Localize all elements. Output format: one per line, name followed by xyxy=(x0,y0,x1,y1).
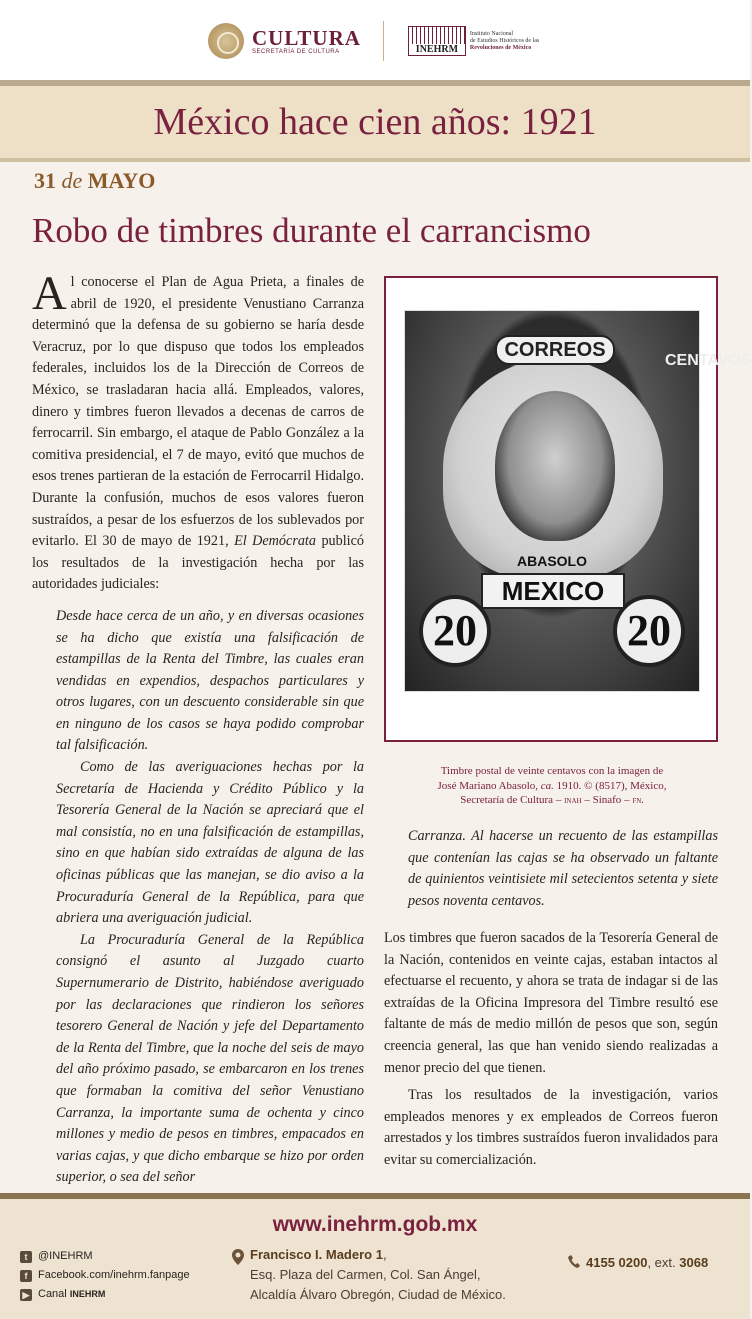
phone-ext: 3068 xyxy=(679,1255,709,1270)
youtube-link[interactable] xyxy=(20,1285,190,1304)
caption-line3a: Secretaría de Cultura – xyxy=(460,794,562,806)
stamp-image xyxy=(404,310,752,692)
youtube-label: Canal xyxy=(38,1288,67,1300)
caption-line2a: José Mariano Abasolo, xyxy=(437,779,539,792)
caption-fn: fn. xyxy=(632,795,644,806)
youtube-channel: INEHRM xyxy=(69,1289,106,1299)
inehrm-fullname xyxy=(470,31,539,52)
caption-line2b: 1910. © (8517), México, xyxy=(556,779,667,792)
dropcap: A xyxy=(32,267,67,320)
phone[interactable] xyxy=(568,1255,708,1270)
inehrm-line3: Revoluciones de México xyxy=(469,44,532,51)
quote-paragraph-3: La Procuraduría General de la República consignó el asunto al Juzgado cuarto Supernumerario de Distrito, habiéndose averiguado por las declaraciones que rindieron los señores tesorero General de Nación y jefe del Departamento de la Renta del Timbre, que la noche del seis de mayo del año próximo pasado, se embarcaron en los trenes que formaban la comitiva del señor Venustiano Carranza, la importante suma de ochenta y cinco millones y medio de pesos en timbres, empacados en varias cajas, y que dicho embarque se hizo por orden superior, o sea del señor xyxy=(56,931,364,1186)
location-pin-icon xyxy=(232,1249,244,1265)
quote-paragraph-2: Como de las averiguaciones hechas por la Secretaría de Hacienda y Crédito Público y la Tesorería General de la Nación se apreciará que el mal consistía, no en una falsificación de estampillas, sino en que habían sido extraídas de alguna de las oficinas públicas que las manejan, se dio aviso a la Procuraduría General de la República, para que abriera una averiguación judicial. xyxy=(56,759,364,927)
address-line3: Alcaldía Álvaro Obregón, Ciudad de México. xyxy=(250,1287,506,1302)
phone-icon xyxy=(568,1255,580,1269)
quote-paragraph-4: Carranza. Al hacerse un recuento de las estampillas que contenían las cajas se ha observado un faltante de quinientos veintisiete mil setecientos setenta y siete pesos noventa centavos. xyxy=(408,828,718,909)
stamp-value-left: 20 xyxy=(419,595,491,667)
article-headline: Robo de timbres durante el carrancismo xyxy=(32,211,591,250)
address-street: Francisco I. Madero 1 xyxy=(250,1247,383,1262)
stamp-centavos: CENTAVOS xyxy=(665,352,752,369)
twitter-icon: t xyxy=(20,1251,32,1263)
phone-ext-label: , ext. xyxy=(647,1255,676,1270)
date-month: MAYO xyxy=(87,168,156,193)
cultura-subtitle: SECRETARÍA DE CULTURA xyxy=(252,49,340,55)
address xyxy=(250,1245,506,1305)
twitter-handle: @INEHRM xyxy=(38,1250,93,1262)
paragraph-intro xyxy=(32,267,364,596)
logo-divider xyxy=(383,21,384,61)
stamp-image-frame xyxy=(384,276,752,742)
social-links xyxy=(20,1247,190,1304)
image-caption xyxy=(394,764,710,809)
stamp-correos: CORREOS xyxy=(495,335,615,365)
coat-of-arms-icon xyxy=(208,23,244,59)
caption-line1: Timbre postal de veinte centavos con la imagen de xyxy=(440,765,664,777)
inehrm-line2: de Estudios Históricos de las xyxy=(469,37,540,44)
paragraph-2: Los timbres que fueron sacados de la Tesorería General de la Nación, contenidos en veinte cajas, estaban intactos al efectuarse el recuento, y ahora se trata de indagar si de las extraídas de la Oficina Impresora del Timbre resultó ese faltante de más de medio millón de pesos que son, según creencia general, las que han venido siendo realizadas a menor precio del que tienen. xyxy=(384,930,718,1076)
date xyxy=(34,168,155,194)
building-icon xyxy=(408,26,466,56)
paragraph-intro-end: publicó los resultados de la investigación hecha por las autoridades judiciales: xyxy=(32,533,364,593)
youtube-icon: ▶ xyxy=(20,1289,32,1301)
website-link[interactable]: www.inehrm.gob.mx xyxy=(272,1213,478,1236)
header xyxy=(0,0,750,80)
article-right-column xyxy=(384,928,718,1172)
paragraph-intro-text: l conocerse el Plan de Agua Prieta, a finales de abril de 1920, el presidente Venustiano Carranza determinó que la defensa de su gobierno se haría desde Veracruz, por lo que dispuso que todos los empleados federales, incluidos los de la Dirección de Correos de México, se trasladaran hacia allá. Empleados, valores, dinero y timbres fueron llevados a decenas de carros de ferrocarril. Sin embargo, el ataque de Pablo González a la comitiva presidencial, el 7 de mayo, evitó que muchos de esos trenes partieran de la estación de Ferrocarril Hidalgo. Durante la confusión, muchos de esos valores fueron sustraídos, a pesar de los esfuerzos de los sublevados por evitarlo. El 30 de mayo de 1921, xyxy=(32,274,364,550)
caption-inah: inah xyxy=(564,795,582,806)
stamp-country: MEXICO xyxy=(481,573,625,609)
page-title: México hace cien años: 1921 xyxy=(153,101,597,143)
cultura-title: CULTURA xyxy=(252,26,361,50)
quote-paragraph-1: Desde hace cerca de un año, y en diversas ocasiones se ha dicho que existía una falsificación de estampillas de la Renta del Timbre, las cuales eran vendidas en expendios, despachos particulares y otros lugares, con un descuento considerable sin que en ninguno de los casos se haya podido comprobar tal falsificación. xyxy=(56,607,364,754)
article-left-column xyxy=(32,267,364,1189)
inehrm-logo[interactable] xyxy=(408,26,539,56)
portrait-abasolo xyxy=(495,391,615,541)
address-line1: Francisco I. Madero 1, xyxy=(250,1247,387,1262)
periodical-name: El Demócrata xyxy=(234,533,316,550)
header-logos xyxy=(208,20,539,62)
facebook-url: Facebook.com/inehrm.fanpage xyxy=(38,1269,190,1281)
phone-number: 4155 0200 xyxy=(586,1255,648,1270)
address-line2: Esq. Plaza del Carmen, Col. San Ángel, xyxy=(250,1267,481,1282)
footer xyxy=(0,1199,750,1319)
stamp-name: ABASOLO xyxy=(517,553,587,569)
caption-line3b: – Sinafo – xyxy=(584,794,630,806)
twitter-link[interactable] xyxy=(20,1247,190,1266)
paragraph-3: Tras los resultados de la investigación, varios empleados menores y ex empleados de Correos fueron arrestados y los timbres sustraídos fueron invalidados para evitar su comercialización. xyxy=(384,1087,718,1168)
cultura-logo[interactable] xyxy=(252,27,361,55)
title-band xyxy=(0,158,750,162)
caption-line2 xyxy=(394,779,710,794)
date-day: 31 xyxy=(34,168,56,193)
inehrm-abbr: INEHRM xyxy=(409,44,465,55)
date-de: de xyxy=(61,168,83,193)
caption-ca: ca. xyxy=(540,779,554,792)
title-bar xyxy=(0,86,750,158)
facebook-link[interactable] xyxy=(20,1266,190,1285)
inehrm-line1: Instituto Nacional xyxy=(469,30,514,37)
block-quote xyxy=(32,606,364,1189)
stamp-value-right: 20 xyxy=(613,595,685,667)
caption-line3 xyxy=(394,793,710,809)
facebook-icon: f xyxy=(20,1270,32,1282)
